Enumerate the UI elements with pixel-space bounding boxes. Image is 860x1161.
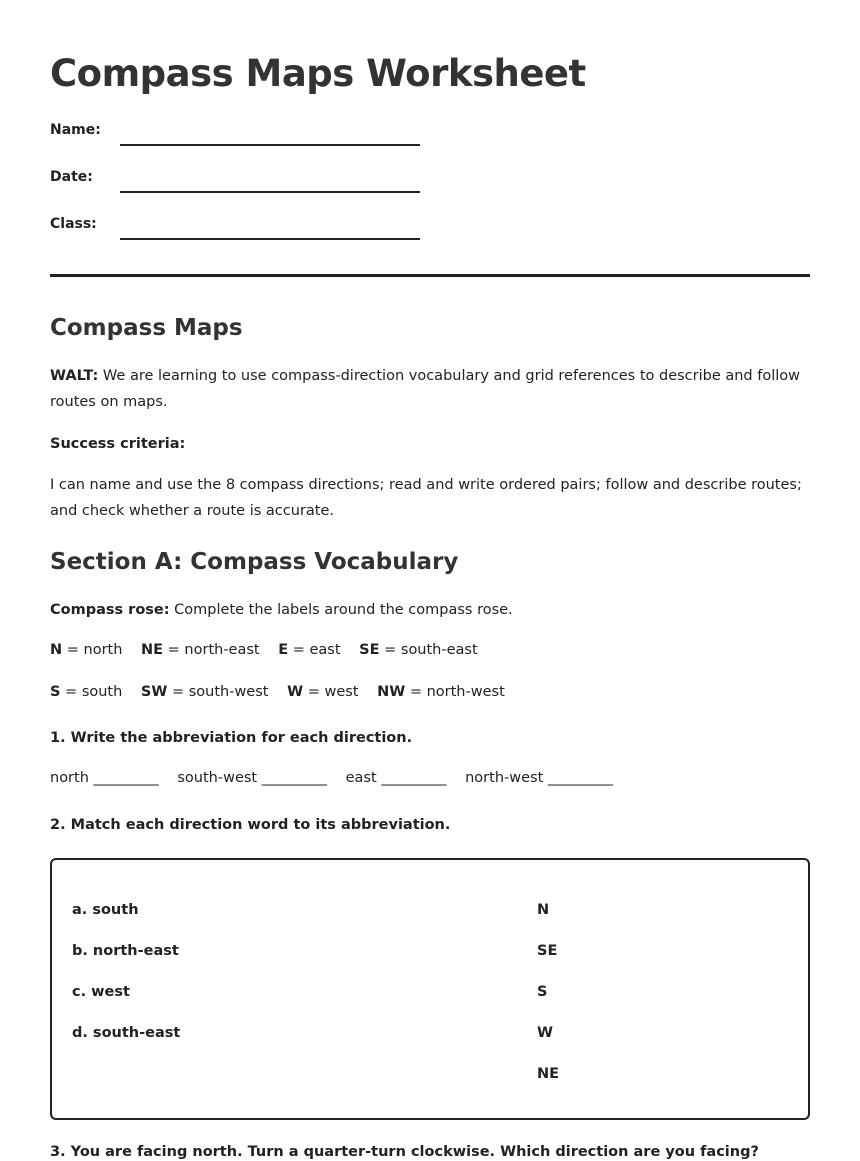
abbreviation-row-2 (50, 684, 519, 700)
header-divider (50, 274, 810, 277)
abbr-pair: SE = south-east (359, 642, 478, 658)
match-word[interactable]: b. north-east (72, 943, 179, 959)
name-field[interactable] (50, 122, 420, 152)
matching-words-column (72, 900, 180, 1064)
blank-item[interactable]: south-west _________ (177, 770, 327, 786)
name-label: Name: (50, 122, 101, 138)
matching-box (50, 858, 810, 1120)
blank-item[interactable]: east _________ (345, 770, 447, 786)
abbr-pair: S = south (50, 684, 123, 700)
blank-item[interactable]: north-west _________ (465, 770, 614, 786)
abbreviation-row-1 (50, 642, 492, 658)
compass-rose-label: Compass rose: (50, 602, 170, 618)
match-abbr[interactable]: N (537, 902, 550, 918)
match-abbr[interactable]: W (537, 1025, 553, 1041)
question-1-blanks[interactable] (50, 770, 627, 786)
walt-label: WALT: (50, 368, 99, 384)
match-word[interactable]: a. south (72, 902, 139, 918)
class-field[interactable] (50, 216, 420, 246)
matching-abbr-column (537, 900, 559, 1105)
abbr-pair: N = north (50, 642, 123, 658)
abbr-pair: SW = south-west (140, 684, 269, 700)
match-abbr[interactable]: S (537, 984, 548, 1000)
class-input-line[interactable] (120, 238, 420, 240)
intro-heading: Compass Maps (50, 315, 243, 341)
compass-rose-instruction (50, 597, 810, 623)
name-input-line[interactable] (120, 144, 420, 146)
date-field[interactable] (50, 169, 420, 199)
match-abbr[interactable]: SE (537, 943, 558, 959)
section-a-heading: Section A: Compass Vocabulary (50, 549, 459, 575)
class-label: Class: (50, 216, 97, 232)
walt-text: We are learning to use compass-direction vocabulary and grid references to describe and follow routes on maps. (50, 368, 801, 410)
abbr-pair: NW = north-west (377, 684, 505, 700)
page-title: Compass Maps Worksheet (50, 52, 586, 95)
question-2: 2. Match each direction word to its abbreviation. (50, 817, 451, 833)
success-criteria-label: Success criteria: (50, 436, 186, 452)
date-input-line[interactable] (120, 191, 420, 193)
abbr-pair: W = west (287, 684, 359, 700)
success-criteria-text: I can name and use the 8 compass directions; read and write ordered pairs; follow and describe routes; and check whether a route is accurate. (50, 477, 802, 519)
walt-paragraph (50, 363, 810, 415)
compass-rose-text: Complete the labels around the compass rose. (169, 602, 513, 618)
match-word[interactable]: c. west (72, 984, 130, 1000)
question-1: 1. Write the abbreviation for each direction. (50, 730, 413, 746)
abbr-pair: NE = north-east (141, 642, 260, 658)
blank-item[interactable]: north _________ (50, 770, 159, 786)
question-3: 3. You are facing north. Turn a quarter-turn clockwise. Which direction are you facing? (50, 1144, 759, 1160)
date-label: Date: (50, 169, 93, 185)
abbr-pair: E = east (278, 642, 341, 658)
match-abbr[interactable]: NE (537, 1066, 560, 1082)
match-word[interactable]: d. south-east (72, 1025, 181, 1041)
